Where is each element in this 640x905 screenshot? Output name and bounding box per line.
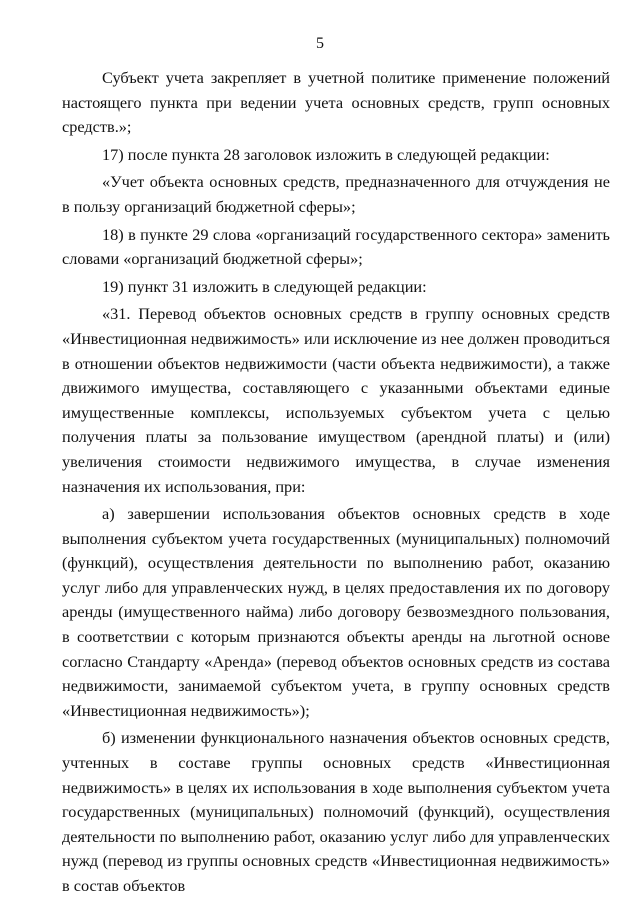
document-body bbox=[62, 66, 610, 902]
paragraph: «Учет объекта основных средств, предназначенного для отчуждения не в пользу организаций бюджетной сферы»; bbox=[62, 172, 610, 216]
paragraph: 18) в пункте 29 слова «организаций государственного сектора» заменить словами «организаций бюджетной сферы»; bbox=[62, 224, 610, 269]
paragraph: а) завершении использования объектов основных средств в ходе выполнения субъектом учета государственных (муниципальных) полномочий (функций), осуществления деятельности по выполнению работ, оказанию услуг либо для управленческих нужд, в целях предоставления их по договору аренды (имущественного найма) либо договору безвозмездного пользования, в соответствии с которым признаются объекты аренды на льготной основе согласно Стандарту «Аренда» (перевод объектов основных средств из состава недвижимости, занимаемой субъектом учета, в группу основных средств «Инвестиционная недвижимость»); bbox=[62, 504, 610, 720]
paragraph: 19) пункт 31 изложить в следующей редакции: bbox=[102, 276, 427, 296]
paragraph: «31. Перевод объектов основных средств в группу основных средств «Инвестиционная недвижимость» или исключение из нее должен проводиться в отношении объектов недвижимости (части объекта недвижимости), а также движимого имущества, составляющего с указанными объектами единые имущественные комплексы, используемых субъектом учета с целью получения платы за пользование имуществом (арендной платы) и (или) увеличения стоимости недвижимого имущества, в случае изменения назначения их использования, при: bbox=[62, 304, 610, 496]
page-number: 5 bbox=[316, 35, 324, 52]
paragraph: 17) после пункта 28 заголовок изложить в следующей редакции: bbox=[102, 144, 550, 164]
paragraph: Субъект учета закрепляет в учетной политике применение положений настоящего пункта при ведении учета основных средств, групп основных средств.»; bbox=[62, 68, 610, 137]
paragraph: б) изменении функционального назначения объектов основных средств, учтенных в составе группы основных средств «Инвестиционная недвижимость» в целях их использования в ходе выполнения субъектом учета государственных (муниципальных) полномочий (функций), осуществления деятельности по выполнению работ, оказанию услуг либо для управленческих нужд (перевод из группы основных средств «Инвестиционная недвижимость» в состав объектов bbox=[62, 728, 610, 895]
